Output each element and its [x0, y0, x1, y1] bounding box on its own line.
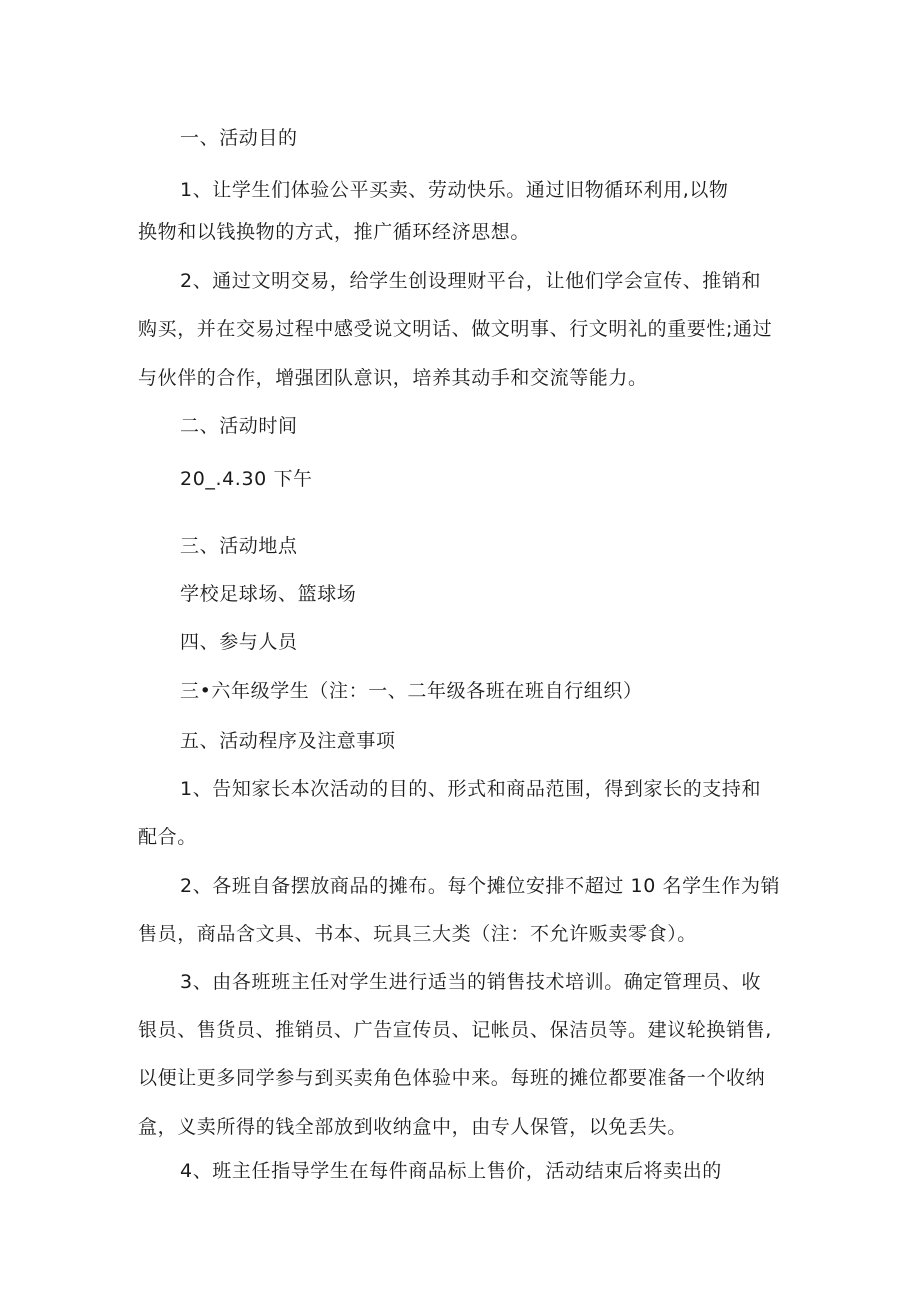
paragraph-line: 1、告知家长本次活动的目的、形式和商品范围，得到家长的支持和 [180, 778, 762, 800]
paragraph-line: 1、让学生们体验公平买卖、劳动快乐。通过旧物循环利用,以物 [180, 179, 729, 201]
paragraph-line: 售员，商品含文具、书本、玩具三大类（注：不允许贩卖零食）。 [138, 923, 697, 945]
paragraph-line: 配合。 [138, 826, 197, 848]
activity-location: 学校足球场、篮球场 [180, 583, 357, 605]
paragraph-line: 银员、售货员、推销员、广告宣传员、记帐员、保洁员等。建议轮换销售, [138, 1019, 772, 1041]
paragraph-line: 换物和以钱换物的方式，推广循环经济思想。 [138, 221, 531, 243]
activity-time: 20_.4.30 下午 [180, 468, 313, 490]
paragraph-line: 3、由各班班主任对学生进行适当的销售技术培训。确定管理员、收 [180, 971, 762, 993]
participants-text: 三•六年级学生（注：一、二年级各班在班自行组织） [180, 680, 643, 702]
section-heading-time: 二、活动时间 [180, 415, 298, 437]
paragraph-line: 2、各班自备摆放商品的摊布。每个摊位安排不超过 10 名学生作为销 [180, 875, 781, 897]
paragraph-line: 2、通过文明交易，给学生创设理财平台，让他们学会宣传、推销和 [180, 270, 762, 292]
paragraph-line: 以便让更多同学参与到买卖角色体验中来。每班的摊位都要准备一个收纳 [138, 1067, 766, 1089]
section-heading-procedure: 五、活动程序及注意事项 [180, 730, 396, 752]
paragraph-line: 与伙伴的合作，增强团队意识，培养其动手和交流等能力。 [138, 367, 648, 389]
section-heading-location: 三、活动地点 [180, 535, 298, 557]
paragraph-line: 购买，并在交易过程中感受说文明话、做文明事、行文明礼的重要性;通过 [138, 318, 773, 340]
paragraph-line: 盒，义卖所得的钱全部放到收纳盒中，由专人保管，以免丢失。 [138, 1116, 687, 1138]
section-heading-purpose: 一、活动目的 [180, 127, 298, 149]
paragraph-line: 4、班主任指导学生在每件商品标上售价，活动结束后将卖出的 [180, 1160, 722, 1182]
section-heading-participants: 四、参与人员 [180, 631, 298, 653]
